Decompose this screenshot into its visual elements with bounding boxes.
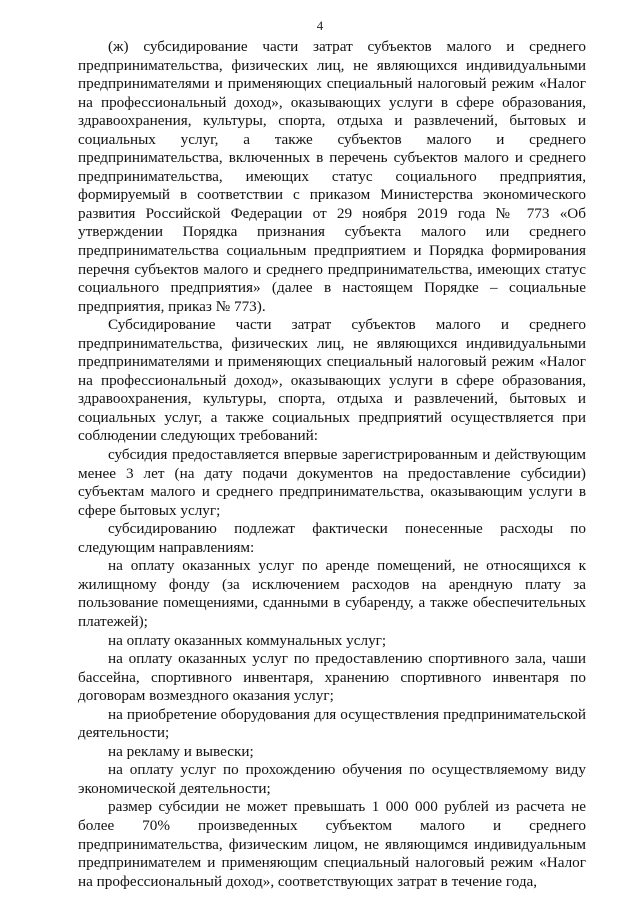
page-number: 4 [316, 18, 324, 33]
paragraph: на оплату оказанных услуг по предоставлению спортивного зала, чаши бассейна, спортивного инвентаря, хранению спортивного инвентаря по договорам возмездного оказания услуг; [78, 650, 586, 705]
paragraph: субсидированию подлежат фактически понесенные расходы по следующим направлениям: [78, 520, 586, 556]
paragraph: на рекламу и вывески; [108, 742, 254, 760]
paragraph: на оплату оказанных коммунальных услуг; [108, 631, 387, 649]
paragraph: размер субсидии не может превышать 1 000 000 рублей из расчета не более 70% произведенных субъектом малого и среднего предпринимательства, физическим лицом, не являющимся индивидуальным предпринимателем и применяющим специальный налоговый режим «Налог на профессиональный доход», соответствующих затрат в течение года, [78, 798, 586, 890]
paragraph: на оплату услуг по прохождению обучения по осуществляемому виду экономической деятельности; [78, 761, 586, 797]
document-body [78, 38, 586, 891]
paragraph: на оплату оказанных услуг по аренде помещений, не относящихся к жилищному фонду (за исключением расходов на арендную плату за пользование помещениями, сданными в субаренду, а также обеспечительных платежей); [78, 557, 586, 630]
paragraph: субсидия предоставляется впервые зарегистрированным и действующим менее 3 лет (на дату подачи документов на предоставление субсидии) субъектам малого и среднего предпринимательства, оказывающим услуги в сфере бытовых услуг; [78, 446, 586, 519]
paragraph: на приобретение оборудования для осуществления предпринимательской деятельности; [78, 705, 586, 742]
paragraph: Субсидирование части затрат субъектов малого и среднего предпринимательства, физических лиц, не являющихся индивидуальными предпринимателями и применяющих специальный налоговый режим «Налог на профессиональный доход», оказывающих услуги в сфере образования, здравоохранения, культуры, спорта, отдыха и развлечений, бытовых и социальных услуг, а также социальных предприятий осуществляется при соблюдении следующих требований: [78, 316, 586, 445]
paragraph: (ж) субсидирование части затрат субъектов малого и среднего предпринимательства, физических лиц, не являющихся индивидуальными предпринимателями и применяющих специальный налоговый режим «Налог на профессиональный доход», оказывающих услуги в сфере образования, здравоохранения, культуры, спорта, отдыха и развлечений, бытовых и социальных услуг, а также субъектов малого и среднего предпринимательства, включенных в перечень субъектов малого и среднего предпринимательства, имеющих статус социального предприятия, формируемый в соответствии с приказом Министерства экономического развития Российской Федерации от 29 ноября 2019 года № 773 «Об утверждении Порядка признания субъекта малого или среднего предпринимательства социальным предприятием и Порядка формирования перечня субъектов малого и среднего предпринимательства, имеющих статус социального предприятия» (далее в настоящем Порядке – социальные предприятия, приказ № 773). [78, 38, 586, 315]
